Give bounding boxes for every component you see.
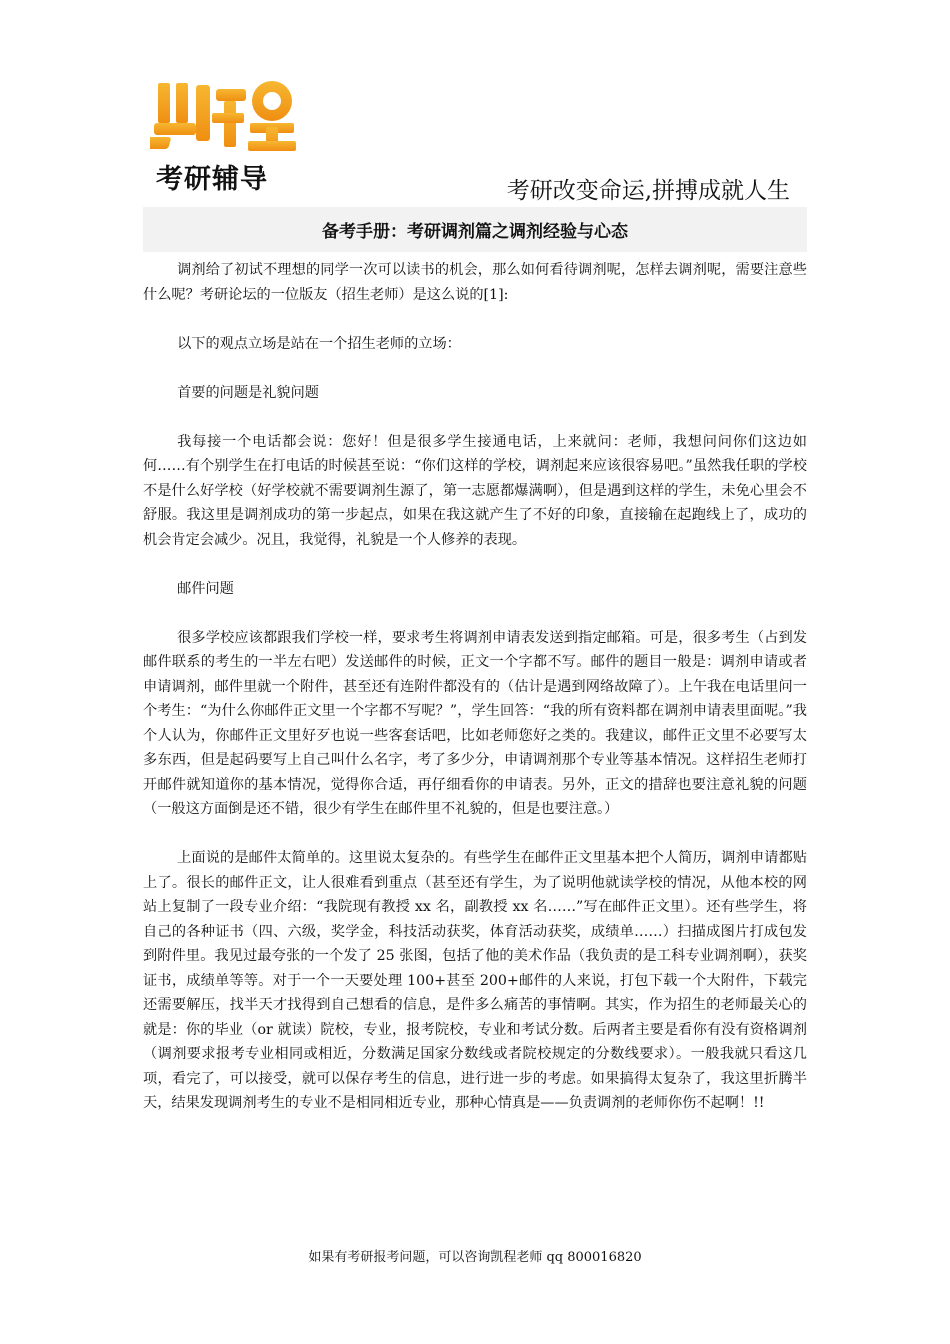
document-title: 备考手册：考研调剂篇之调剂经验与心态 — [322, 222, 628, 242]
section-heading-email: 邮件问题 — [177, 580, 234, 597]
paragraph-email-simple: 很多学校应该都跟我们学校一样，要求考生将调剂申请表发送到指定邮箱。可是，很多考生（占到发邮件联系的考生的一半左右吧）发送邮件的时候，正文一个字都不写。邮件的题目一般是：调剂申请或者申请调剂，邮件里就一个附件，甚至还有连附件都没有的（估计是遇到网络故障了）。上午我在电话里问一个考生：“为什么你邮件正文里一个字都不写呢？”，学生回答：“我的所有资料都在调剂申请表里面呢。”我个人认为，你邮件正文里好歹也说一些客套话吧，比如老师您好之类的。我建议，邮件正文里不必要写太多东西，但是起码要写上自己叫什么名字，考了多少分，申请调剂那个专业等基本情况。这样招生老师打开邮件就知道你的基本情况，觉得你合适，再仔细看你的申请表。另外，正文的措辞也要注意礼貌的问题（一般这方面倒是还不错，很少有学生在邮件里不礼貌的，但是也要注意。） — [143, 629, 807, 817]
paragraph-email-complex: 上面说的是邮件太简单的。这里说太复杂的。有些学生在邮件正文里基本把个人简历，调剂申请都贴上了。很长的邮件正文，让人很难看到重点（甚至还有学生，为了说明他就读学校的情况，从他本校的网站上复制了一段专业介绍：“我院现有教授 xx 名，副教授 xx 名……”写在邮件正文里）。还有些学生，将自己的各种证书（四、六级，奖学金，科技活动获奖，体育活动获奖，成绩单……）扫描成图片打成包发到附件里。我见过最夸张的一个发了 25 张图，包括了他的美术作品（我负责的是工科专业调剂啊），获奖证书，成绩单等等。对于一个一天要处理 100+甚至 200+邮件的人来说，打包下载一个大附件，下载完还需要解压，找半天才找得到自己想看的信息，是件多么痛苦的事情啊。其实，作为招生的老师最关心的就是：你的毕业（or 就读）院校，专业，报考院校，专业和考试分数。后两者主要是看你有没有资格调剂（调剂要求报考专业相同或相近，分数满足国家分数线或者院校规定的分数线要求）。一般我就只看这几项，看完了，可以接受，就可以保存考生的信息，进行进一步的考虑。如果搞得太复杂了，我这里折腾半天，结果发现调剂考生的专业不是相同相近专业，那种心情真是——负责调剂的老师你伤不起啊！!! — [143, 850, 807, 1111]
paragraph-intro: 调剂给了初试不理想的同学一次可以读书的机会，那么如何看待调剂呢，怎样去调剂呢，需要注意些什么呢？考研论坛的一位版友（招生老师）是这么说的[1]: — [143, 262, 807, 303]
paragraph-standpoint: 以下的观点立场是站在一个招生老师的立场： — [177, 335, 461, 352]
kaicheng-logo-mark — [150, 75, 300, 155]
page-footer: 如果有考研报考问题，可以咨询凯程老师 qq 800016820 — [308, 1250, 642, 1265]
title-bar — [143, 207, 807, 252]
paragraph-courtesy: 我每接一个电话都会说：您好！但是很多学生接通电话，上来就问：老师，我想问问你们这边如何……有个别学生在打电话的时候甚至说：“你们这样的学校，调剂起来应该很容易吧。”虽然我任职的学校不是什么好学校（好学校就不需要调剂生源了，第一志愿都爆满啊），但是遇到这样的学生，未免心里会不舒服。我这里是调剂成功的第一步起点，如果在我这就产生了不好的印象，直接输在起跑线上了，成功的机会肯定会减少。况且，我觉得，礼貌是一个人修养的表现。 — [143, 433, 807, 548]
kaicheng-logo — [150, 75, 300, 200]
header-slogan: 考研改变命运,拼搏成就人生 — [506, 178, 790, 204]
logo-subtitle: 考研辅导 — [156, 164, 268, 195]
section-heading-courtesy: 首要的问题是礼貌问题 — [177, 384, 319, 401]
document-body — [143, 258, 807, 1116]
